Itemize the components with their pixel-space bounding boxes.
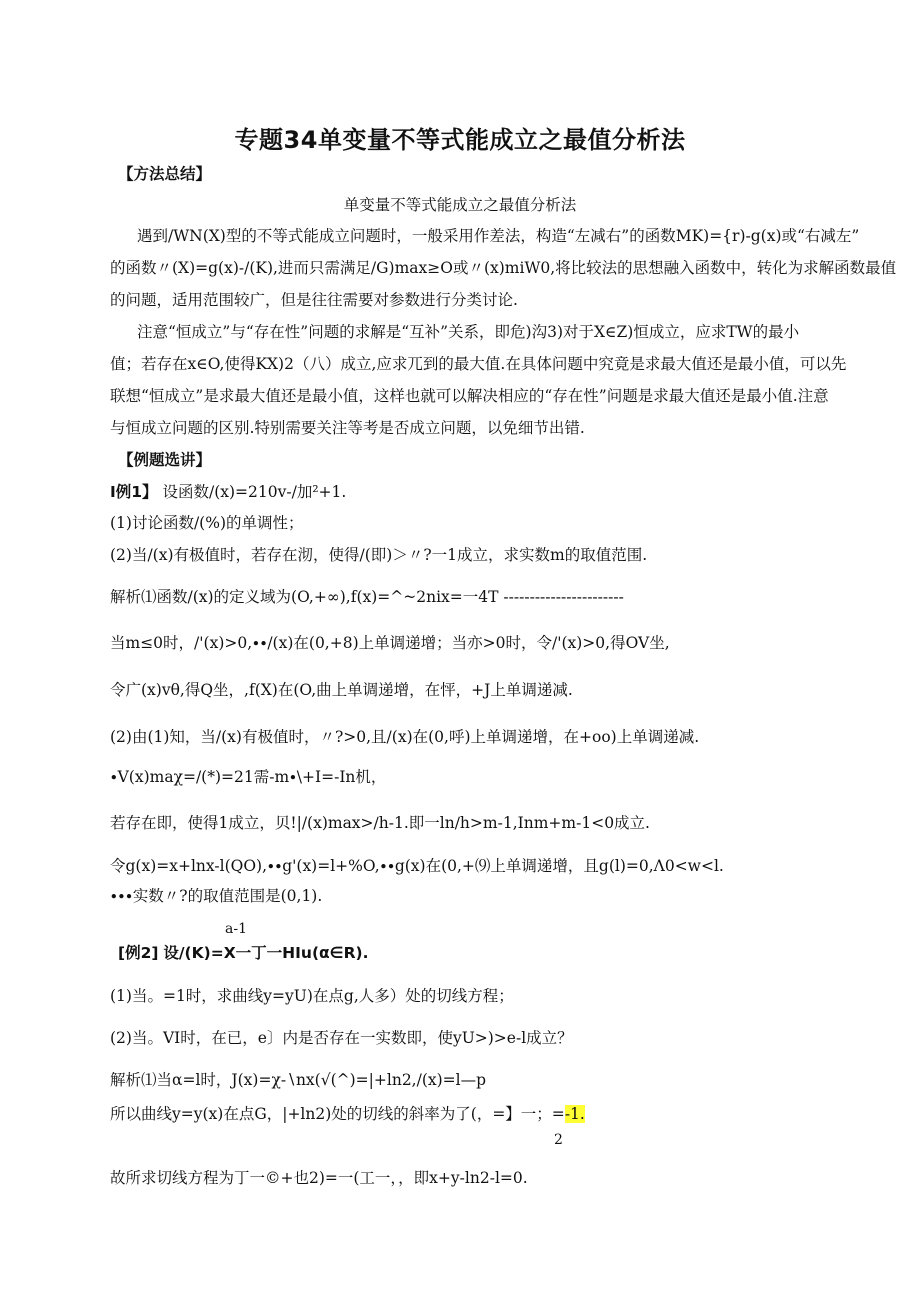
example-2-question-1: (1)当。=1时，求曲线y=yU)在点g,人多）处的切线方程； xyxy=(110,987,514,1005)
solution-line: ∙∙∙实数〃?的取值范围是(0,1). xyxy=(110,887,323,905)
example-2-question-2: (2)当。VI时，在已，e〕内是否存在一实数即，使yU>)>e-l成立？ xyxy=(110,1029,573,1047)
example-1-label: I例1】 xyxy=(110,483,158,501)
paragraph-line: 的问题，适用范围较广，但是往往需要对参数进行分类讨论. xyxy=(110,291,518,309)
paragraph-line: 遇到/WN(X)型的不等式能成立问题时，一般采用作差法，构造“左减右”的函数MK)={r)-g(x)或“右减左” xyxy=(137,227,860,245)
solution-line: 故所求切线方程为丁一©+也2)=一(工一，，即x+y-ln2-l=0. xyxy=(110,1169,528,1187)
solution-line: 解析⑴当α=l时，J(x)=χ-∖nx(√(^)=|+ln2,/(x)=l—p xyxy=(110,1071,487,1089)
paragraph-line: 的函数〃(X)=g(x)-/(K),进而只需满足/G)max≥O或〃(x)miW0,将比较法的思想融入函数中，转化为求解函数最值 xyxy=(110,259,897,277)
example-2-stem-text: 设/(K)=X一丁一HIu(α∈R). xyxy=(163,944,369,962)
solution-text: 所以曲线y=y(x)在点G，|+ln2)处的切线的斜率为了(，=】一；= xyxy=(110,1105,565,1123)
example-1-question-2: (2)当/(x)有极值时，若存在沏，使得/(即)＞〃?一1成立，求实数m的取值范围. xyxy=(110,546,648,564)
page-title: 专题34单变量不等式能成立之最值分析法 xyxy=(234,126,686,154)
solution-line: 解析⑴函数/(x)的定义域为(O,+∞),f(x)=^~2nix=一4T ----------------------- xyxy=(110,588,624,606)
example-1-question-1: (1)讨论函数/(%)的单调性； xyxy=(110,514,304,532)
example-1-stem-text: 设函数/(x)=210v-/加²+1. xyxy=(162,483,347,501)
solution-line: ∙V(x)maχ=/(*)=21需-m∙\+I=-In机， xyxy=(110,768,387,786)
example-2-stem xyxy=(118,943,368,963)
paragraph-line: 值；若存在x∈O,使得KX)2（八）成立,应求兀到的最大值.在具体问题中究竟是求最大值还是最小值，可以先 xyxy=(110,355,847,373)
solution-line: (2)由(1)知，当/(x)有极值时，〃?>0,且/(x)在(0,呼)上单调递增，在+oo)上单调递减. xyxy=(110,728,700,746)
example-2-label: [例2] xyxy=(118,944,159,962)
solution-line: 若存在即，使得1成立，贝!|/(x)max>∕h-1.即一ln∕h>m-1,Inm+m-1<0成立. xyxy=(110,814,650,832)
fraction-numerator: a-1 xyxy=(225,921,247,937)
solution-line: 令广(x)vθ,得Q坐，,f(X)在(O,曲上单调递增，在怦，+J上单调递减. xyxy=(110,681,573,699)
paragraph-line: 与恒成立问题的区别.特别需要关注等考是否成立问题，以免细节出错. xyxy=(110,419,585,437)
solution-line: 当m≤0时，/'(x)>0,∙∙/(x)在(0,+8)上单调递增；当亦>0时，令/'(x)>0,得OV坐, xyxy=(110,634,670,652)
example-section-header: 【例题选讲】 xyxy=(118,451,212,469)
fraction-denominator: 2 xyxy=(554,1132,563,1148)
solution-line xyxy=(110,1104,585,1124)
paragraph-line: 注意“恒成立”与“存在性”问题的求解是“互补”关系，即危)沟3)对于X∈Z)恒成立，应求TW的最小 xyxy=(137,323,800,341)
highlighted-value: -1. xyxy=(564,1105,585,1123)
example-1-stem xyxy=(110,482,346,502)
solution-line: 令g(x)=x+lnx-l(QO),∙∙g'(x)=l+%O,∙∙g(x)在(0,+⑼上单调递增，且g(l)=0,Λ0<w<l. xyxy=(110,857,724,875)
method-summary-header: 【方法总结】 xyxy=(118,165,212,183)
method-subtitle: 单变量不等式能成立之最值分析法 xyxy=(343,196,577,214)
paragraph-line: 联想“恒成立”是求最大值还是最小值，这样也就可以解决相应的“存在性”问题是求最大值还是最小值.注意 xyxy=(110,387,829,405)
